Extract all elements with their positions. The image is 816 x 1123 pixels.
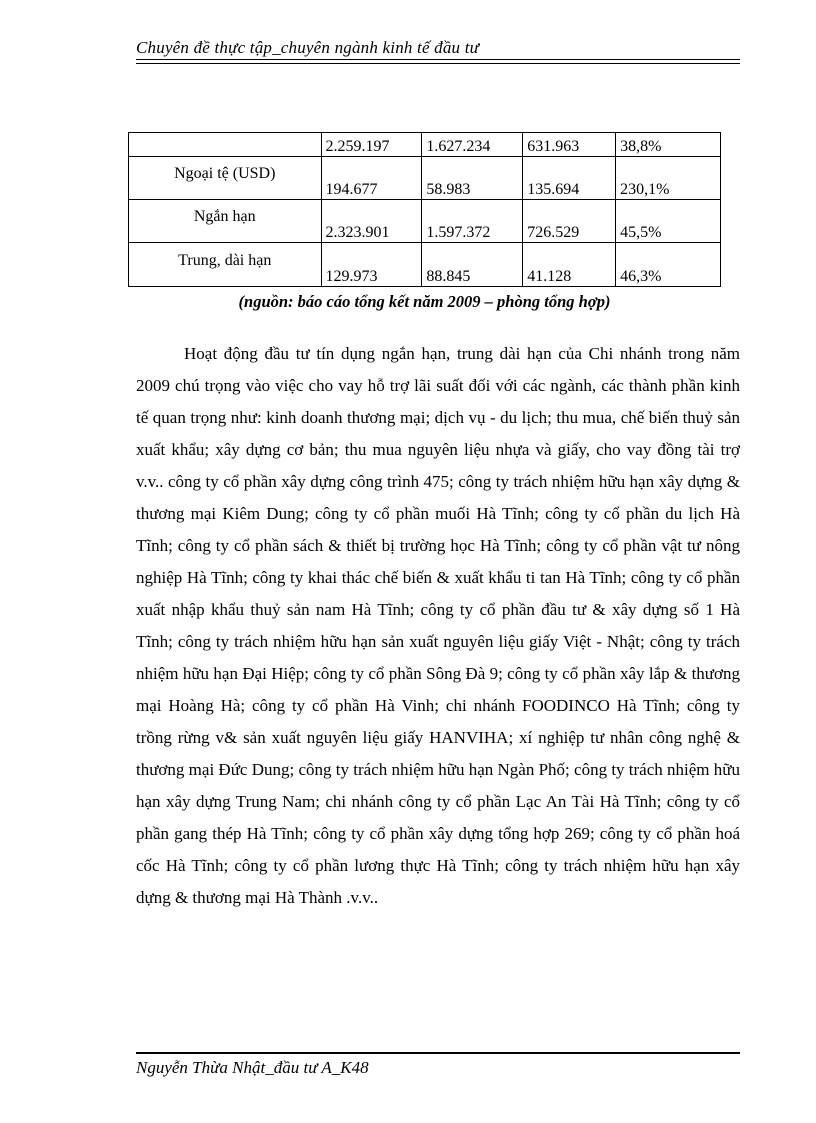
row-label: Ngắn hạn xyxy=(129,200,322,243)
table-row xyxy=(129,243,721,287)
header-rule-top xyxy=(136,59,740,60)
cell: 1.627.234 xyxy=(422,133,523,157)
cell: 88.845 xyxy=(422,243,523,287)
cell: 129.973 xyxy=(321,243,422,287)
row-label xyxy=(129,133,322,157)
cell: 45,5% xyxy=(616,200,721,243)
cell: 1.597.372 xyxy=(422,200,523,243)
footer-author: Nguyễn Thừa Nhật_đầu tư A_K48 xyxy=(136,1058,369,1077)
cell: 2.259.197 xyxy=(321,133,422,157)
cell: 46,3% xyxy=(616,243,721,287)
cell: 631.963 xyxy=(523,133,616,157)
table-source-caption: (nguồn: báo cáo tổng kết năm 2009 – phòng tổng hợp) xyxy=(238,292,611,311)
row-label: Ngoại tệ (USD) xyxy=(129,157,322,200)
cell: 230,1% xyxy=(616,157,721,200)
row-label: Trung, dài hạn xyxy=(129,243,322,287)
header-rule-bottom xyxy=(136,63,740,64)
cell: 41.128 xyxy=(523,243,616,287)
cell: 58.983 xyxy=(422,157,523,200)
cell: 38,8% xyxy=(616,133,721,157)
cell: 726.529 xyxy=(523,200,616,243)
cell: 2.323.901 xyxy=(321,200,422,243)
header-title: Chuyên đề thực tập_chuyên ngành kinh tế đầu tư xyxy=(136,38,480,57)
table-row xyxy=(129,157,721,200)
cell: 194.677 xyxy=(321,157,422,200)
table-row xyxy=(129,200,721,243)
table-row xyxy=(129,133,721,157)
body-paragraph: Hoạt động đầu tư tín dụng ngắn hạn, trung dài hạn của Chi nhánh trong năm 2009 chú trọng vào việc cho vay hỗ trợ lãi suất đối với các ngành, các thành phần kinh tế quan trọng như: kinh doanh thương mại; dịch vụ - du lịch; thu mua, chế biến thuỷ sản xuất khẩu; xây dựng cơ bản; thu mua nguyên liệu nhựa và giấy, cho vay đồng tài trợ v.v.. công ty cổ phần xây dựng công trình 475; công ty trách nhiệm hữu hạn xây dựng & thương mại Kiêm Dung; công ty cổ phần muối Hà Tĩnh; công ty cổ phần du lịch Hà Tĩnh; công ty cổ phần sách & thiết bị trường học Hà Tĩnh; công ty cổ phần vật tư nông nghiệp Hà Tĩnh; công ty khai thác chế biến & xuất khẩu ti tan Hà Tĩnh; công ty cổ phần xuất nhập khẩu thuỷ sản nam Hà Tĩnh; công ty cổ phần đầu tư & xây dựng số 1 Hà Tĩnh; công ty trách nhiệm hữu hạn sản xuất nguyên liệu giấy Việt - Nhật; công ty trách nhiệm hữu hạn Đại Hiệp; công ty cổ phần Sông Đà 9; công ty cổ phần xây lắp & thương mại Hoàng Hà; công ty cổ phần Hà Vinh; chi nhánh FOODINCO Hà Tĩnh; công ty trồng rừng v& sản xuất nguyên liệu giấy HANVIHA; xí nghiệp tư nhân công nghệ & thương mại Đức Dung; công ty trách nhiệm hữu hạn Ngàn Phố; công ty trách nhiệm hữu hạn xây dựng Trung Nam; chi nhánh công ty cổ phần Lạc An Tài Hà Tĩnh; công ty cổ phần gang thép Hà Tĩnh; công ty cổ phần xây dựng tổng hợp 269; công ty cổ phần hoá cốc Hà Tĩnh; công ty cổ phần lương thực Hà Tĩnh; công ty trách nhiệm hữu hạn xây dựng & thương mại Hà Thành .v.v.. xyxy=(136,344,740,907)
footer-rule xyxy=(136,1052,740,1054)
cell: 135.694 xyxy=(523,157,616,200)
loan-structure-table xyxy=(128,132,721,287)
